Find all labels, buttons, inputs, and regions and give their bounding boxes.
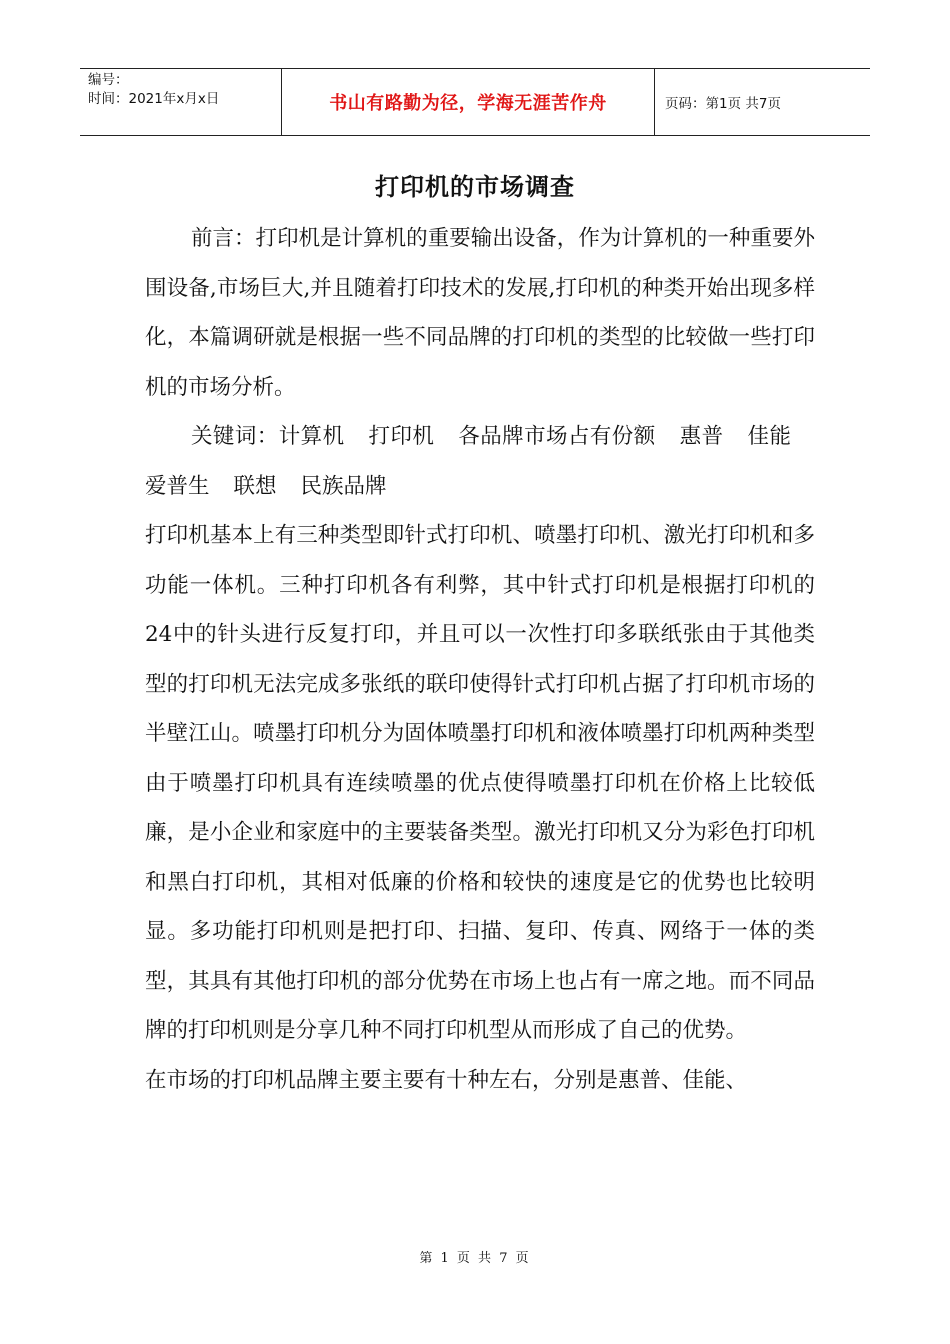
document-date-label: 时间：2021年x月x日 (88, 91, 220, 107)
keywords-label: 关键词： (191, 424, 279, 449)
header-table (80, 68, 870, 136)
header-meta-cell (80, 69, 281, 135)
keyword: 各品牌市场占有份额 (458, 424, 656, 449)
header-page-cell (655, 69, 870, 135)
body-paragraph-brands: 在市场的打印机品牌主要主要有十种左右，分别是惠普、佳能、 (145, 1067, 748, 1093)
keyword: 惠普 (679, 424, 724, 449)
header-motto-cell (281, 69, 655, 135)
keyword: 爱普生 (145, 473, 210, 499)
keyword: 佳能 (747, 424, 791, 449)
keyword: 民族品牌 (300, 473, 387, 499)
keyword: 打印机 (368, 424, 435, 449)
keyword: 联想 (233, 473, 277, 499)
document-body (145, 214, 815, 1105)
header-motto: 书山有路勤为径，学海无涯苦作舟 (329, 93, 607, 114)
body-paragraph-printer-types: 打印机基本上有三种类型即针式打印机、喷墨打印机、激光打印机和多功能一体机。三种打印机各有利弊，其中针式打印机是根据打印机的24中的针头进行反复打印，并且可以一次性打印多联纸张由于其他类型的打印机无法完成多张纸的联印使得针式打印机占据了打印机市场的半壁江山。喷墨打印机分为固体喷墨打印机和液体喷墨打印机两种类型由于喷墨打印机具有连续喷墨的优点使得喷墨打印机在价格上比较低廉，是小企业和家庭中的主要装备类型。激光打印机又分为彩色打印机和黑白打印机，其相对低廉的价格和较快的速度是它的优势也比较明显。多功能打印机则是把打印、扫描、复印、传真、网络于一体的类型，其具有其他打印机的部分优势在市场上也占有一席之地。而不同品牌的打印机则是分享几种不同打印机型从而形成了自己的优势。 (145, 523, 815, 1043)
page-footer: 第 1 页 共 7 页 (419, 1251, 531, 1266)
keywords-paragraph (145, 412, 815, 511)
keyword: 计算机 (278, 424, 345, 449)
preface-paragraph: 前言：打印机是计算机的重要输出设备，作为计算机的一种重要外围设备,市场巨大,并且随着打印技术的发展,打印机的种类开始出现多样化，本篇调研就是根据一些不同品牌的打印机的类型的比较做一些打印机的市场分析。 (145, 226, 815, 400)
document-number-label: 编号： (88, 72, 129, 88)
header-page-info: 页码：第1页 共7页 (665, 96, 781, 112)
document-title: 打印机的市场调查 (375, 173, 575, 201)
